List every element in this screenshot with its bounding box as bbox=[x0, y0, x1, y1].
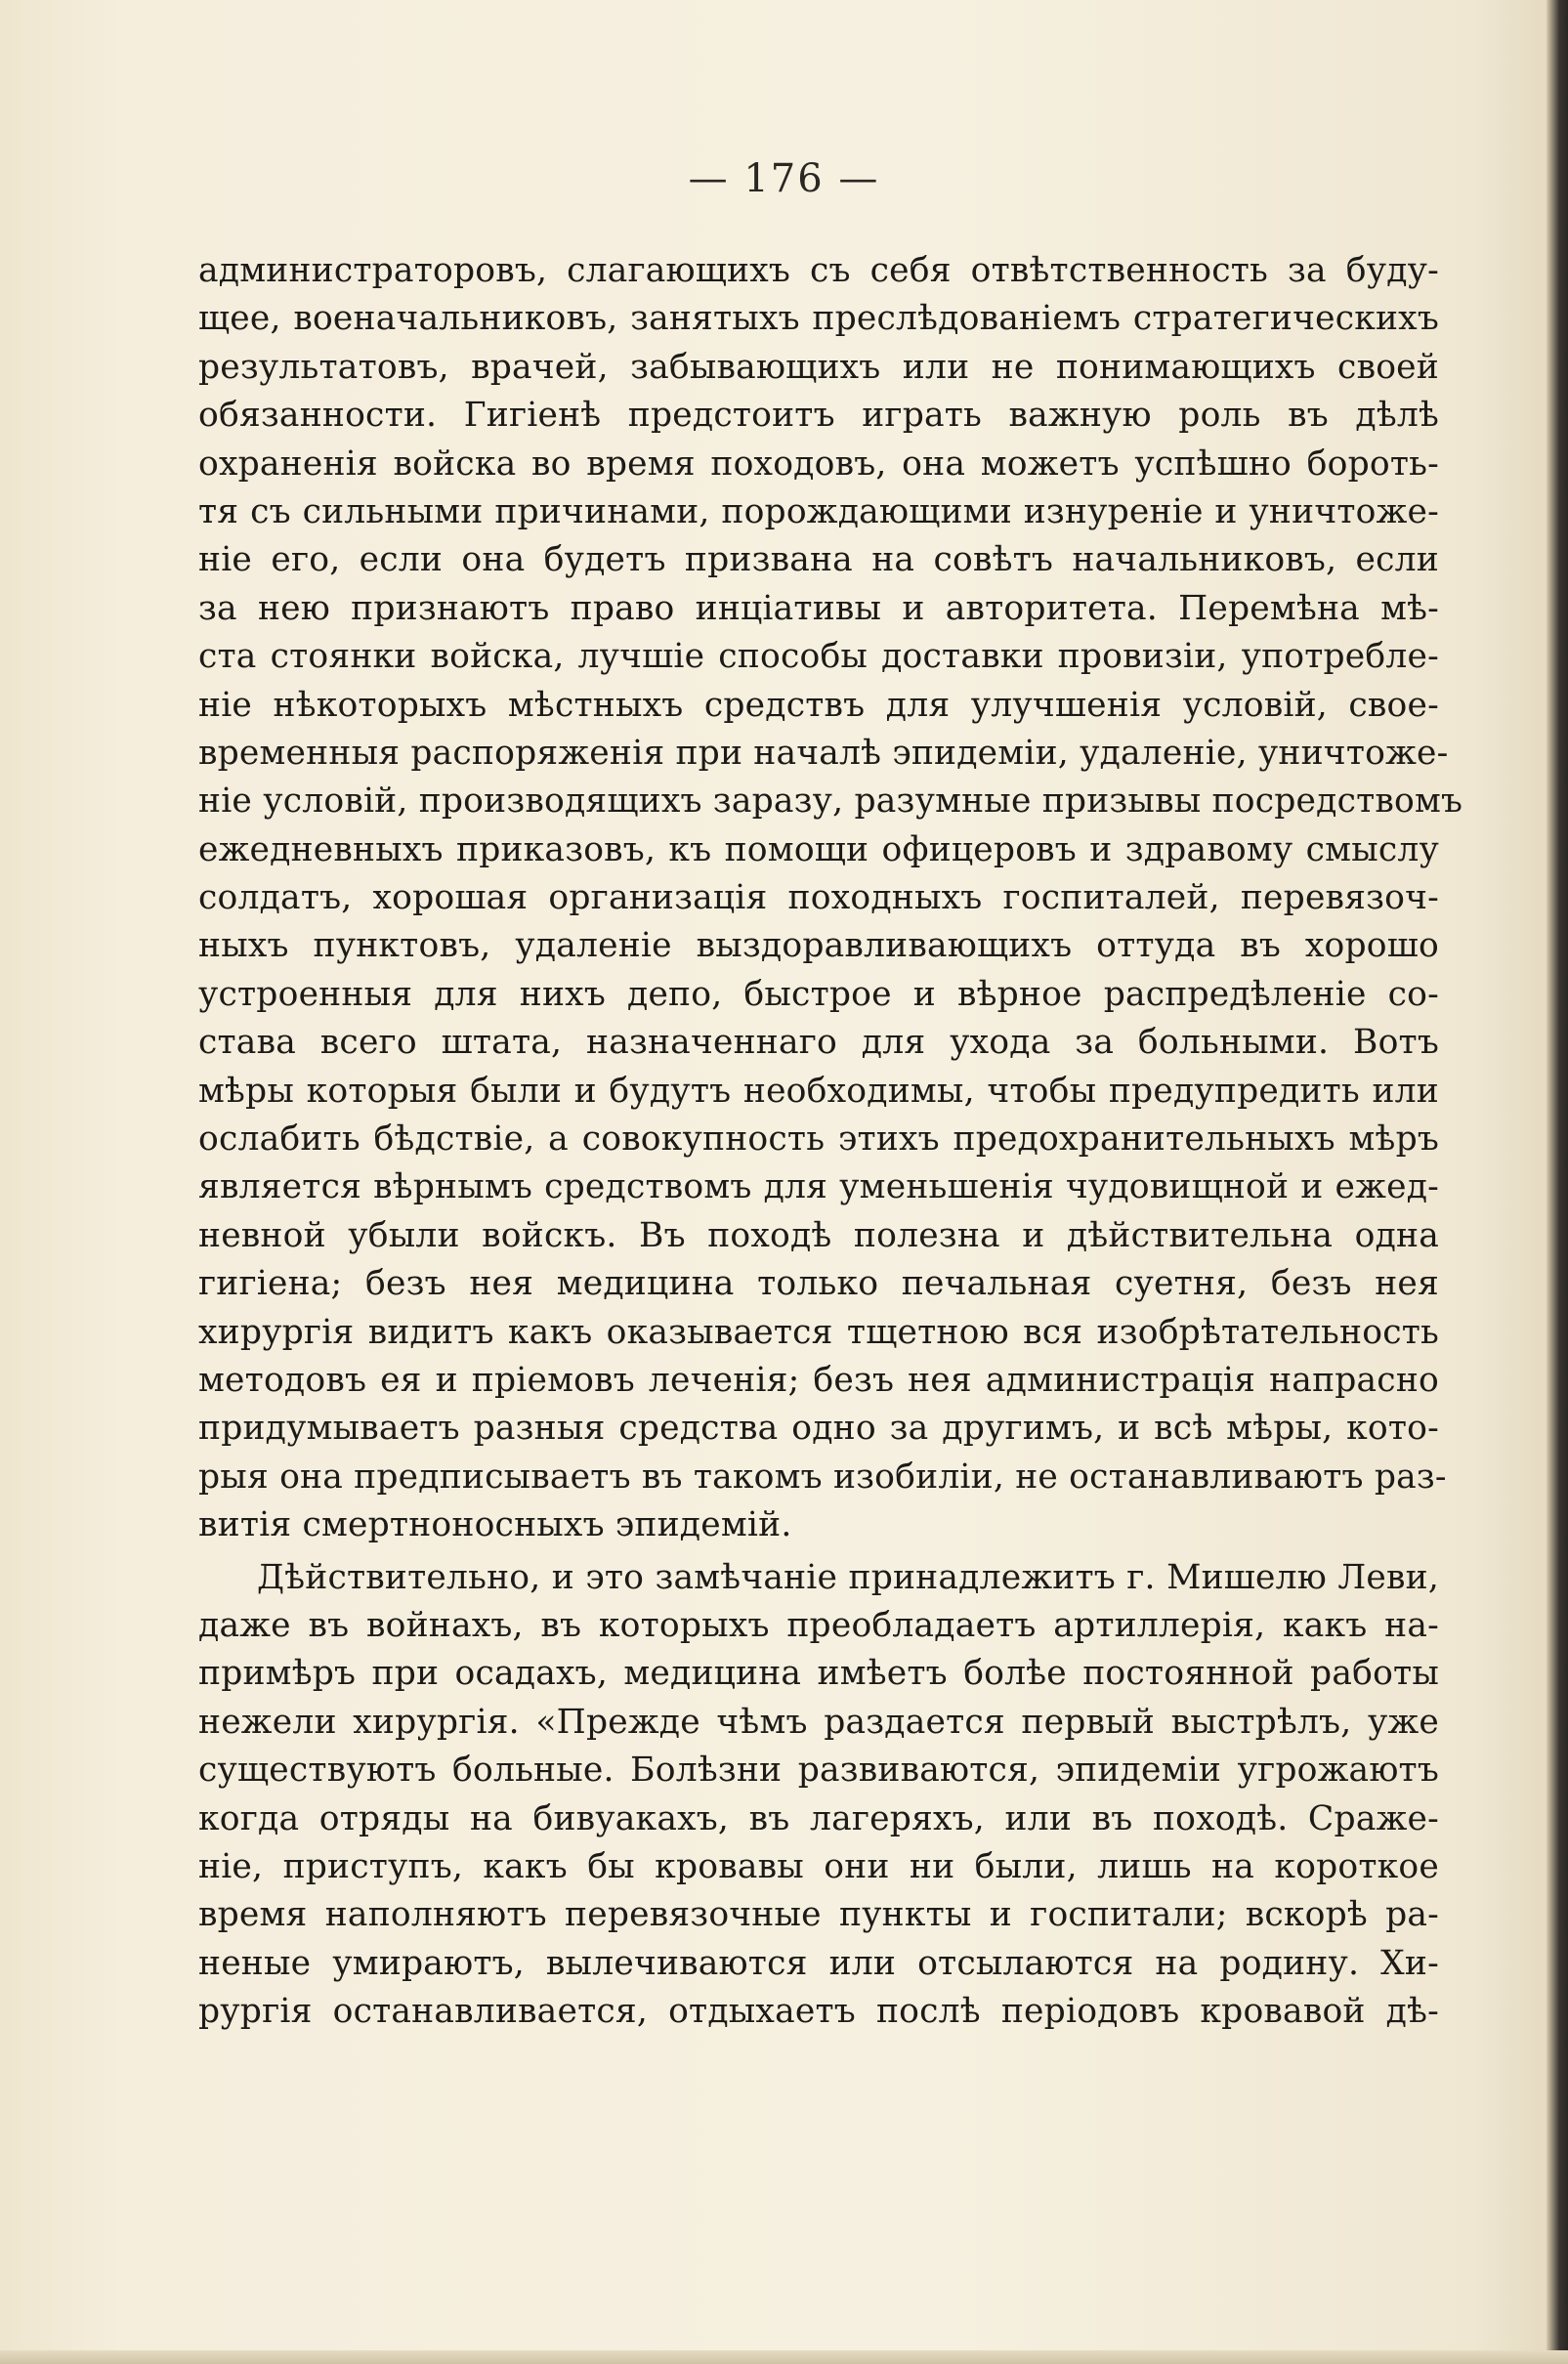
text-line: солдатъ, хорошая организація походныхъ госпиталей, перевязоч- bbox=[198, 878, 1439, 918]
text-line: методовъ ея и пріемовъ леченія; безъ нея администрація напрасно bbox=[198, 1360, 1439, 1400]
text-line: рургія останавливается, отдыхаетъ послѣ періодовъ кровавой дѣ- bbox=[198, 1992, 1439, 2032]
text-line: невной убыли войскъ. Въ походѣ полезна и дѣйствительна одна bbox=[198, 1215, 1439, 1255]
text-line: неные умираютъ, вылечиваются или отсылаются на родину. Хи- bbox=[198, 1943, 1439, 1983]
text-line: нежели хирургія. «Прежде чѣмъ раздается первый выстрѣлъ, уже bbox=[198, 1702, 1439, 1742]
text-line: ніе его, если она будетъ призвана на совѣтъ начальниковъ, если bbox=[198, 540, 1439, 580]
text-line: примѣръ при осадахъ, медицина имѣетъ болѣе постоянной работы bbox=[198, 1654, 1439, 1694]
text-line: является вѣрнымъ средствомъ для уменьшенія чудовищной и ежед- bbox=[198, 1167, 1439, 1207]
text-line: администраторовъ, слагающихъ съ себя отвѣтственность за буду- bbox=[198, 251, 1439, 290]
text-line: ежедневныхъ приказовъ, къ помощи офицеровъ и здравому смыслу bbox=[198, 829, 1439, 869]
text-line: когда отряды на бивуакахъ, въ лагеряхъ, или въ походѣ. Сраже- bbox=[198, 1798, 1439, 1838]
body-text bbox=[198, 247, 1463, 2036]
text-line: ніе, приступъ, какъ бы кровавы они ни были, лишь на короткое bbox=[198, 1846, 1439, 1886]
page-number: — 176 — bbox=[688, 156, 880, 201]
text-line: гигіена; безъ нея медицина только печальная суетня, безъ нея bbox=[198, 1264, 1439, 1304]
text-line: хирургія видитъ какъ оказывается тщетною вся изобрѣтательность bbox=[198, 1312, 1439, 1352]
paragraph-1 bbox=[198, 247, 1463, 1550]
page-bottom-edge bbox=[0, 2350, 1568, 2364]
page-binding-edge bbox=[1547, 0, 1568, 2364]
text-line: витія смертноносныхъ эпидемій. bbox=[198, 1505, 792, 1545]
text-line: охраненія войска во время походовъ, она можетъ успѣшно бороть- bbox=[198, 443, 1439, 484]
text-line: за нею признаютъ право инціативы и авторитета. Перемѣна мѣ- bbox=[198, 588, 1439, 628]
text-line: время наполняютъ перевязочные пункты и госпитали; вскорѣ ра- bbox=[198, 1895, 1439, 1935]
text-line: става всего штата, назначеннаго для ухода за больными. Вотъ bbox=[198, 1023, 1439, 1063]
text-line: даже въ войнахъ, въ которыхъ преобладаетъ артиллерія, какъ на- bbox=[198, 1605, 1439, 1645]
text-line: временныя распоряженія при началѣ эпидеміи, удаленіе, уничтоже- bbox=[198, 733, 1449, 773]
text-line: придумываетъ разныя средства одно за другимъ, и всѣ мѣры, кото- bbox=[198, 1409, 1439, 1449]
text-line: ныхъ пунктовъ, удаленіе выздоравливающихъ оттуда въ хорошо bbox=[198, 926, 1439, 966]
text-line: обязанности. Гигіенѣ предстоитъ играть важную роль въ дѣлѣ bbox=[198, 396, 1439, 436]
text-line: устроенныя для нихъ депо, быстрое и вѣрное распредѣленіе со- bbox=[198, 974, 1439, 1014]
text-line: ніе условій, производящихъ заразу, разумные призывы посредствомъ bbox=[198, 781, 1463, 822]
text-line: ніе нѣкоторыхъ мѣстныхъ средствъ для улучшенія условій, свое- bbox=[198, 685, 1439, 725]
text-line: щее, военачальниковъ, занятыхъ преслѣдованіемъ стратегическихъ bbox=[198, 299, 1439, 339]
text-line: мѣры которыя были и будутъ необходимы, чтобы предупредить или bbox=[198, 1071, 1439, 1111]
text-line: ста стоянки войска, лучшіе способы доставки провизіи, употребле- bbox=[198, 637, 1439, 677]
paragraph-2 bbox=[198, 1554, 1439, 2037]
text-line: рыя она предписываетъ въ такомъ изобиліи, не останавливаютъ раз- bbox=[198, 1456, 1447, 1497]
text-line: ослабить бѣдствіе, а совокупность этихъ предохранительныхъ мѣръ bbox=[198, 1119, 1439, 1160]
text-line: результатовъ, врачей, забывающихъ или не понимающихъ своей bbox=[198, 347, 1439, 387]
text-line: Дѣйствительно, и это замѣчаніе принадлежитъ г. Мишелю Леви, bbox=[257, 1557, 1439, 1597]
text-line: тя съ сильными причинами, порождающими изнуреніе и уничтоже- bbox=[198, 491, 1439, 531]
text-line: существуютъ больные. Болѣзни развиваются, эпидеміи угрожаютъ bbox=[198, 1751, 1439, 1791]
